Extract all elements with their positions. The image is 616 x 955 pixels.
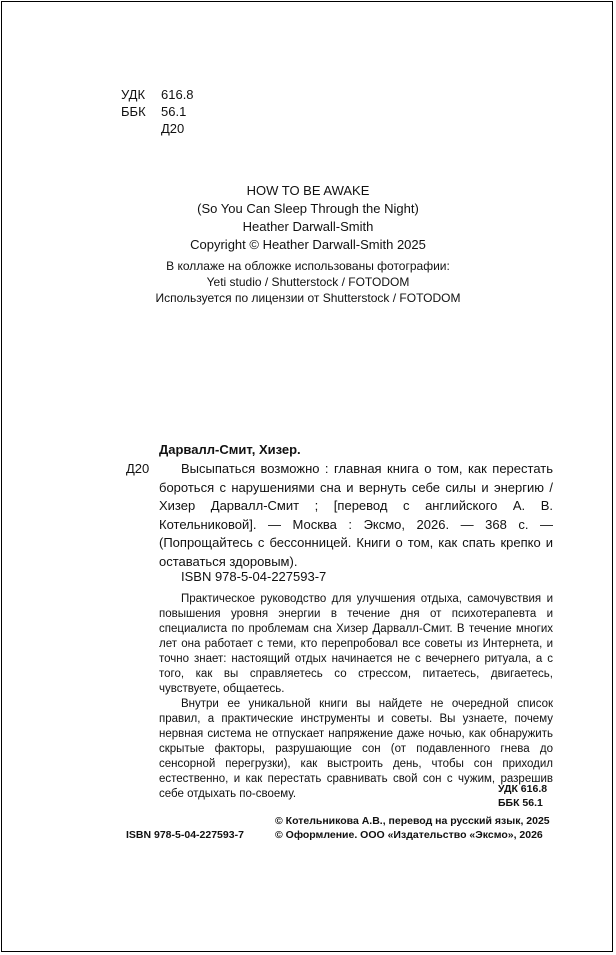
original-subtitle: (So You Can Sleep Through the Night)	[197, 201, 419, 216]
annotation-paragraph-1: Практическое руководство для улучшения отдыха, самочувствия и повышения уровня энергии в течение дня от психотерапевта и специалиста по проблемам сна Хизер Дарвалл-Смит. В течение многих лет она работает с теми, кто перепробовал все советы из Интернета, и точно знает: настоящий отдых начинается не с вечернего ритуала, а с того, как вы справляетесь со стрессом, питаетесь, двигаетесь, чувствуете, общаетесь.	[159, 593, 553, 695]
original-title: HOW TO BE AWAKE	[246, 183, 370, 198]
classification-block	[121, 86, 194, 137]
annotation-paragraph-2: Внутри ее уникальной книги вы найдете не очередной список правил, а практические инструменты и советы. Вы узнаете, почему нервная система не отпускает напряжение даже ночью, как обнаружить скрытые факторы, разрушающие сон (от подавленного гнева до сенсорной перегрузки), как выстроить день, чтобы сон приходил естественно, и как перестать сравнивать свой сон с чужим, разрешив себе отдыхать по-своему.	[159, 698, 553, 800]
bibliographic-description-block	[159, 460, 553, 571]
bbk-value: 56.1	[161, 104, 187, 119]
copyright-translation: © Котельникова А.В., перевод на русский язык, 2025	[275, 815, 550, 827]
footer-isbn: ISBN 978-5-04-227593-7	[126, 829, 244, 841]
footer-copyrights	[275, 814, 550, 842]
author-mark: Д20	[161, 121, 185, 136]
footer-bbk: ББК 56.1	[498, 797, 543, 809]
bibliographic-heading: Дарвалл-Смит, Хизер.	[159, 442, 301, 457]
copyright-design: © Оформление. ООО «Издательство «Эксмо», 2026	[275, 829, 543, 841]
photo-credits-line1: В коллаже на обложке использованы фотографии:	[166, 259, 450, 273]
bibliographic-description: Высыпаться возможно : главная книга о том, как перестать бороться с нарушениями сна и вернуть себе силы и энергию / Хизер Дарвалл-Смит ; [перевод с английского А. В. Котельниковой]. — Москва : Эксмо, 2026. — 368 с. — (Попрощайтесь с бессонницей. Книги о том, как спать крепко и оставаться здоровым).	[159, 461, 553, 569]
udk-value: 616.8	[161, 87, 194, 102]
bbk-label: ББК	[121, 104, 146, 119]
copyright-page	[1, 1, 613, 952]
footer-udk: УДК 616.8	[498, 783, 548, 795]
footer-classification	[498, 782, 547, 810]
bibliographic-isbn: ISBN 978-5-04-227593-7	[181, 569, 327, 584]
annotation	[159, 592, 553, 802]
photo-credits-line2: Yeti studio / Shutterstock / FOTODOM	[206, 275, 410, 289]
udk-label: УДК	[121, 87, 146, 102]
original-title-block	[2, 182, 614, 254]
bibliographic-mark: Д20	[126, 461, 150, 476]
photo-credits	[2, 258, 614, 306]
original-copyright: Copyright © Heather Darwall-Smith 2025	[190, 237, 426, 252]
original-author: Heather Darwall-Smith	[242, 219, 374, 234]
photo-credits-line3: Используется по лицензии от Shutterstock / FOTODOM	[155, 291, 461, 305]
